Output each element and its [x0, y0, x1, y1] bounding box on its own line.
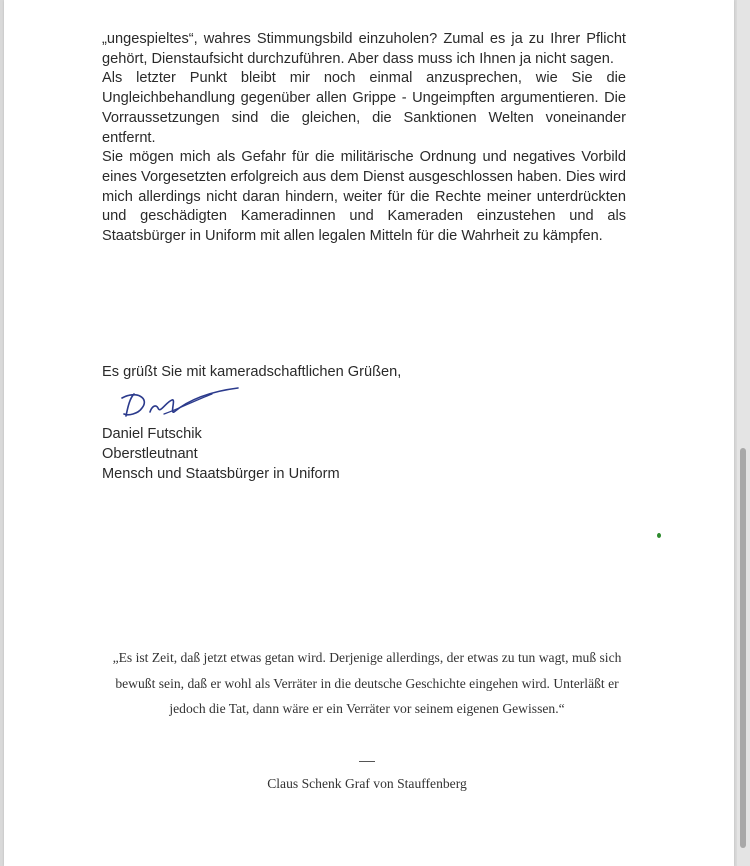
vertical-scrollbar[interactable] [737, 0, 750, 866]
letter-paragraph: Sie mögen mich als Gefahr für die militärische Ordnung und negatives Vorbild eines Vorgesetzten erfolgreich aus dem Dienst ausgeschlossen haben. Dies wird mich allerdings nicht daran hindern, weiter für die Rechte meiner unterdrückten und geschädigten Kameradinnen und Kameraden einzustehen und als Staatsbürger in Uniform mit allen legalen Mitteln für die Wahrheit zu kämpfen. [102, 149, 626, 245]
handwritten-signature [116, 384, 246, 424]
ink-speck [657, 533, 661, 538]
scrollbar-thumb[interactable] [740, 448, 746, 848]
letter-paragraph: „ungespieltes“, wahres Stimmungsbild einzuholen? Zumal es ja zu Ihrer Pflicht gehört, Dienstaufsicht durchzuführen. Aber dass muss ich Ihnen ja nicht sagen. [102, 31, 626, 67]
letter-paragraph: Als letzter Punkt bleibt mir noch einmal anzusprechen, wie Sie die Ungleichbehandlung gegenüber allen Grippe - Ungeimpften argumentieren. Die Vorraussetzungen sind die gleichen, die Sanktionen Welten voneinander entfernt. [102, 70, 626, 146]
letter-closing: Es grüßt Sie mit kameradschaftlichen Grüßen, [102, 364, 402, 380]
sender-description: Mensch und Staatsbürger in Uniform [102, 465, 340, 482]
quote-author: Claus Schenk Graf von Stauffenberg [267, 776, 467, 791]
sender-rank: Oberstleutnant [102, 445, 198, 462]
sender-name: Daniel Futschik [102, 426, 202, 442]
sender-block [102, 425, 340, 484]
letter-body [102, 30, 626, 247]
quote-divider [359, 761, 375, 762]
stauffenberg-quote: „Es ist Zeit, daß jetzt etwas getan wird. Derjenige allerdings, der etwas zu tun wagt, muß sich bewußt sein, daß er wohl als Verräter in die deutsche Geschichte eingehen wird. Unterläßt er jedoch die Tat, dann wäre er ein Verräter vor seinem eigenen Gewissen.“ [112, 650, 622, 716]
